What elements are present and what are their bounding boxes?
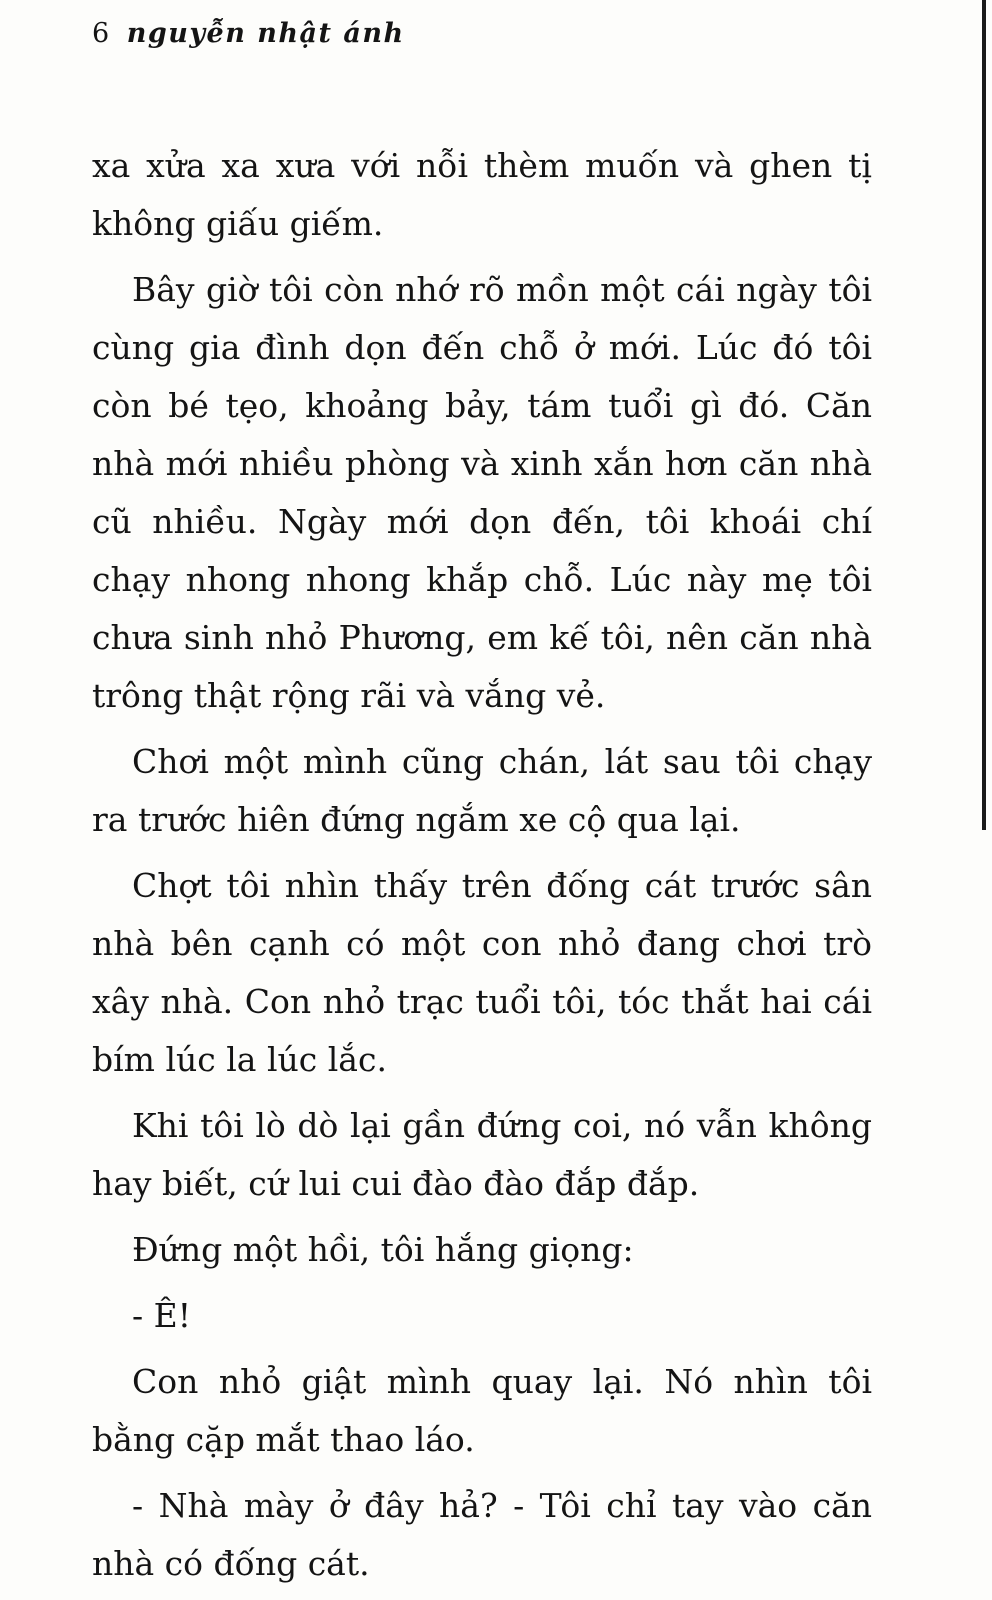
page-edge-line xyxy=(982,0,986,830)
paragraph: Đứng một hồi, tôi hắng giọng: xyxy=(132,1230,634,1269)
paragraph: Chơi một mình cũng chán, lát sau tôi chạy ra trước hiên đứng ngắm xe cộ qua lại. xyxy=(92,742,872,839)
paragraph: xa xửa xa xưa với nỗi thèm muốn và ghen tị không giấu giếm. xyxy=(92,146,872,243)
paragraph: Con nhỏ giật mình quay lại. Nó nhìn tôi bằng cặp mắt thao láo. xyxy=(92,1362,872,1459)
page-number: 6 xyxy=(92,18,111,49)
paragraph: Khi tôi lò dò lại gần đứng coi, nó vẫn không hay biết, cứ lui cui đào đào đắp đắp. xyxy=(92,1106,872,1203)
body-text xyxy=(92,137,872,1600)
dialogue-line: - Ê! xyxy=(132,1296,191,1335)
running-header xyxy=(92,14,405,54)
paragraph: Bây giờ tôi còn nhớ rõ mồn một cái ngày tôi cùng gia đình dọn đến chỗ ở mới. Lúc đó tôi còn bé tẹo, khoảng bảy, tám tuổi gì đó. Căn nhà mới nhiều phòng và xinh xắn hơn căn nhà cũ nhiều. Ngày mới dọn đến, tôi khoái chí chạy nhong nhong khắp chỗ. Lúc này mẹ tôi chưa sinh nhỏ Phương, em kế tôi, nên căn nhà trông thật rộng rãi và vắng vẻ. xyxy=(92,270,872,715)
paragraph: Chợt tôi nhìn thấy trên đống cát trước sân nhà bên cạnh có một con nhỏ đang chơi trò xây nhà. Con nhỏ trạc tuổi tôi, tóc thắt hai cái bím lúc la lúc lắc. xyxy=(92,866,872,1079)
dialogue-line: - Nhà mày ở đây hả? - Tôi chỉ tay vào căn nhà có đống cát. xyxy=(92,1486,872,1583)
author-name: nguyễn nhật ánh xyxy=(126,18,405,49)
